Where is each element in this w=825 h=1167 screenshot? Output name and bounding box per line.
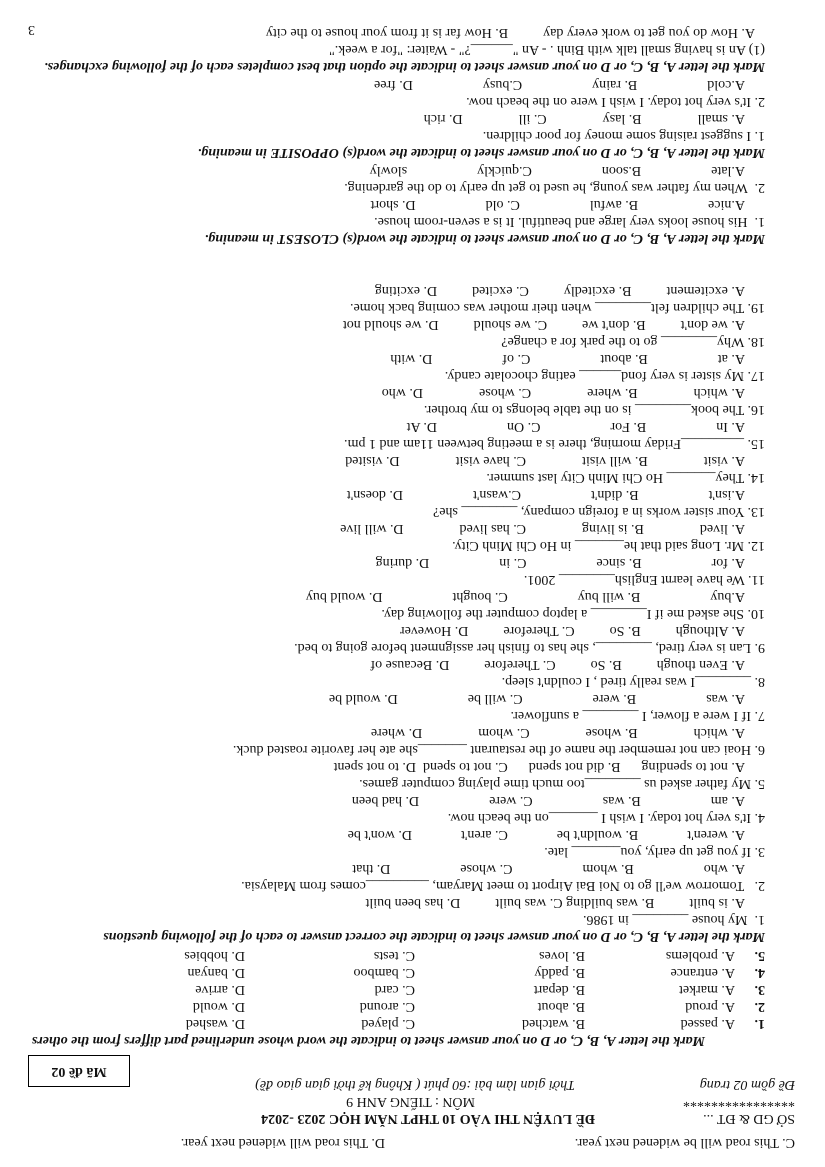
answer-option: C. played — [361, 1016, 415, 1031]
answer-options: A. is built B. was building C. was built D. has been built — [365, 895, 745, 910]
answer-options: A.late B.soon C.quickly slowly — [369, 163, 745, 178]
question-stem: 16. The book________ is on the table belongs to my brother. — [423, 402, 765, 417]
answer-option: A. problems — [665, 948, 735, 963]
answer-options: A. which B. where C. whose D. who — [381, 385, 745, 400]
answer-options: A. was B. were C. will be D. would be — [328, 691, 745, 706]
pronunciation-question-row — [0, 964, 825, 981]
question-stem: 5. My father asked us ________too much time playing computer games. — [359, 776, 765, 791]
answer-options: A. for B. since C. in D. during — [375, 555, 745, 570]
answer-option: C. card — [374, 982, 415, 997]
answer-options: A. visit B. will visit C. have visit D. visited — [345, 453, 745, 468]
section-grammar — [0, 282, 825, 945]
pronunciation-question-row — [0, 998, 825, 1015]
pronunciation-question-row — [0, 947, 825, 964]
section1-instruction: Mark the letter A, B, C, or D on your answer sheet to indicate the word whose underlined part differs from the others — [31, 1033, 705, 1048]
answer-option: B. about — [537, 999, 585, 1014]
answer-option: D. banyan — [187, 965, 245, 980]
answer-options: A. small B. lasy C. ill D. rich — [423, 111, 745, 126]
section-pronunciation — [0, 947, 825, 1049]
answer-options: A. How do you get to work every day B. How far is it from your house to the city — [265, 25, 755, 40]
question-stem: (1) An is having small talk with Binh . - An "______?" - Waiter: "for a week." — [329, 42, 765, 57]
exam-time: Thời gian làm bài :60 phút ( Không kể thời gian giao đề) — [255, 1077, 575, 1092]
answer-option: B. paddy — [534, 965, 585, 980]
section-exchanges — [0, 24, 825, 75]
top-option-c: C. This road will be widened next year. — [574, 1135, 795, 1150]
answer-options: A. weren't B. wouldn't be C. aren't D. won't be — [347, 827, 745, 842]
answer-options: A.nice B. awful C. old D. short — [370, 197, 745, 212]
answer-options: A.isn't B. didn't C.wasn't D. doesn't — [346, 487, 745, 502]
pronunciation-question-row — [0, 981, 825, 998]
exam-code-box: Mã đề 02 — [28, 1055, 130, 1087]
question-stem: 19. The children felt________ when their mother was coming back home. — [350, 300, 765, 315]
question-number: 4. — [754, 965, 765, 980]
question-stem: 14. They_______ Ho Chi Minh City last summer. — [486, 470, 765, 485]
section4-instruction: Mark the letter A, B, C, or D on your answer sheet to indicate the word(s) OPPOSITE in meaning. — [197, 145, 765, 160]
question-stem: 18. Why________ go to the park for a change? — [501, 334, 765, 349]
answer-option: A. market — [679, 982, 735, 997]
exam-title: ĐỀ LUYỆN THI VÀO 10 THPT NĂM HỌC 2023 -2024 — [261, 1111, 595, 1126]
question-stem: 17. My sister is very fond______ eating chocolate candy. — [444, 368, 765, 383]
top-option-d: D. This road will widened next year. — [180, 1135, 385, 1150]
question-stem: 2. It's very hot today. I wish I were on the beach now. — [466, 94, 765, 109]
header-org: SỞ GD & ĐT ... — [703, 1111, 795, 1126]
question-stem: 1. His house looks very large and beautiful. It is a seven-room house. — [374, 214, 765, 229]
answer-option: B. depart — [533, 982, 585, 997]
answer-options: A. Even though B. So C. Therefore D. Because of — [370, 657, 745, 672]
question-stem: 10. She asked me if I________ a laptop computer the following day. — [381, 606, 765, 621]
question-stem: 9. Lan is very tired, ________, she has to finish her assignment before going to bed. — [294, 640, 765, 655]
question-stem: 4. It's very hot today. I wish I _______on the beach now. — [447, 810, 765, 825]
header-stars: **************** — [683, 1094, 795, 1109]
question-stem: 1. I suggest raising some money for poor children. — [482, 128, 765, 143]
answer-options: A. am B. was C. were D. had been — [351, 793, 745, 808]
question-stem: 11. We have learnt English________ 2001. — [523, 572, 765, 587]
question-stem: 1. My house ________ in 1986. — [583, 912, 765, 927]
answer-options: A. we don't B. don't we C. we should D. we should not — [342, 317, 745, 332]
answer-options: A. not to spending B. did not spend C. not to spend D. to not spent — [333, 759, 745, 774]
answer-option: A. passed — [680, 1016, 735, 1031]
question-stem: 3. If you get up early, you_______ late. — [544, 844, 765, 859]
section-synonym — [0, 162, 825, 247]
question-stem: 6. Hoai can not remember the name of the restaurant _______she ate her favorite roasted duck. — [232, 742, 765, 757]
question-number: 3. — [754, 982, 765, 997]
section2-instruction: Mark the letter A, B, C, or D on your answer sheet to indicate the correct answer to each of the following questions — [103, 929, 765, 944]
question-stem: 15. _________Friday morning, there is a meeting between 11am and 1 pm. — [344, 436, 765, 451]
answer-options: A. excitement B. excitedly C. excited D. exciting — [374, 283, 745, 298]
question-number: 1. — [754, 1016, 765, 1031]
section-antonym — [0, 76, 825, 161]
answer-option: C. tests — [373, 948, 415, 963]
section3-instruction: Mark the letter A, B, C, or D on your answer sheet to indicate the word(s) CLOSEST in meaning. — [204, 231, 765, 246]
answer-option: A. proud — [685, 999, 735, 1014]
question-number: 5. — [754, 948, 765, 963]
question-stem: 12. Mr. Long said that he_______ in Ho Chi Minh City. — [452, 538, 765, 553]
top-continuation — [0, 1134, 825, 1151]
question-number: 2. — [754, 999, 765, 1014]
answer-option: D. washed — [185, 1016, 245, 1031]
answer-option: C. around — [359, 999, 415, 1014]
answer-options: A. In B. For C. On D. At — [406, 419, 745, 434]
answer-options: A. which B. whose C. whom D. where — [370, 725, 745, 740]
answer-option: B. watched — [522, 1016, 585, 1031]
answer-option: B. loves — [539, 948, 585, 963]
answer-option: A. entrance — [670, 965, 735, 980]
question-stem: 2. When my father was young, he used to get up early to do the gardening. — [344, 180, 765, 195]
header-pages: Đề gồm 02 trang — [699, 1077, 795, 1092]
question-stem: 2. Tomorrow we'll go to Noi Bai Airport to meet Maryam, _________comes from Malaysia. — [241, 878, 765, 893]
answer-options: A. Although B. So C. Therefore D. However — [399, 623, 745, 638]
answer-option: D. would — [192, 999, 245, 1014]
answer-options: A. lived B. is living C. has lived D. will live — [340, 521, 745, 536]
answer-option: D. arrive — [195, 982, 245, 997]
section5-instruction: Mark the letter A, B, C, or D on your answer sheet to indicate the option that best completes each of the following exchanges. — [44, 59, 765, 74]
exam-subject: MÔN : TIẾNG ANH 9 — [346, 1094, 475, 1109]
answer-options: A.cold B. rainy C.busy D. free — [374, 77, 745, 92]
answer-options: A.buy B. will buy C. bought D. would buy — [305, 589, 745, 604]
answer-option: D. hobbies — [184, 948, 245, 963]
answer-option: C. bamboo — [353, 965, 415, 980]
pronunciation-question-row — [0, 1015, 825, 1032]
page-number: 3 — [28, 22, 35, 37]
question-stem: 7. If I were a flower, I ________ a sunflower. — [510, 708, 765, 723]
answer-options: A. at B. about C. of D. with — [390, 351, 745, 366]
question-stem: 8. ________I was really tired , I couldn't sleep. — [501, 674, 765, 689]
question-stem: 13. Your sister works in a foreign company, ________ she? — [433, 504, 765, 519]
answer-options: A. who B. whom C. whose D. that — [352, 861, 745, 876]
